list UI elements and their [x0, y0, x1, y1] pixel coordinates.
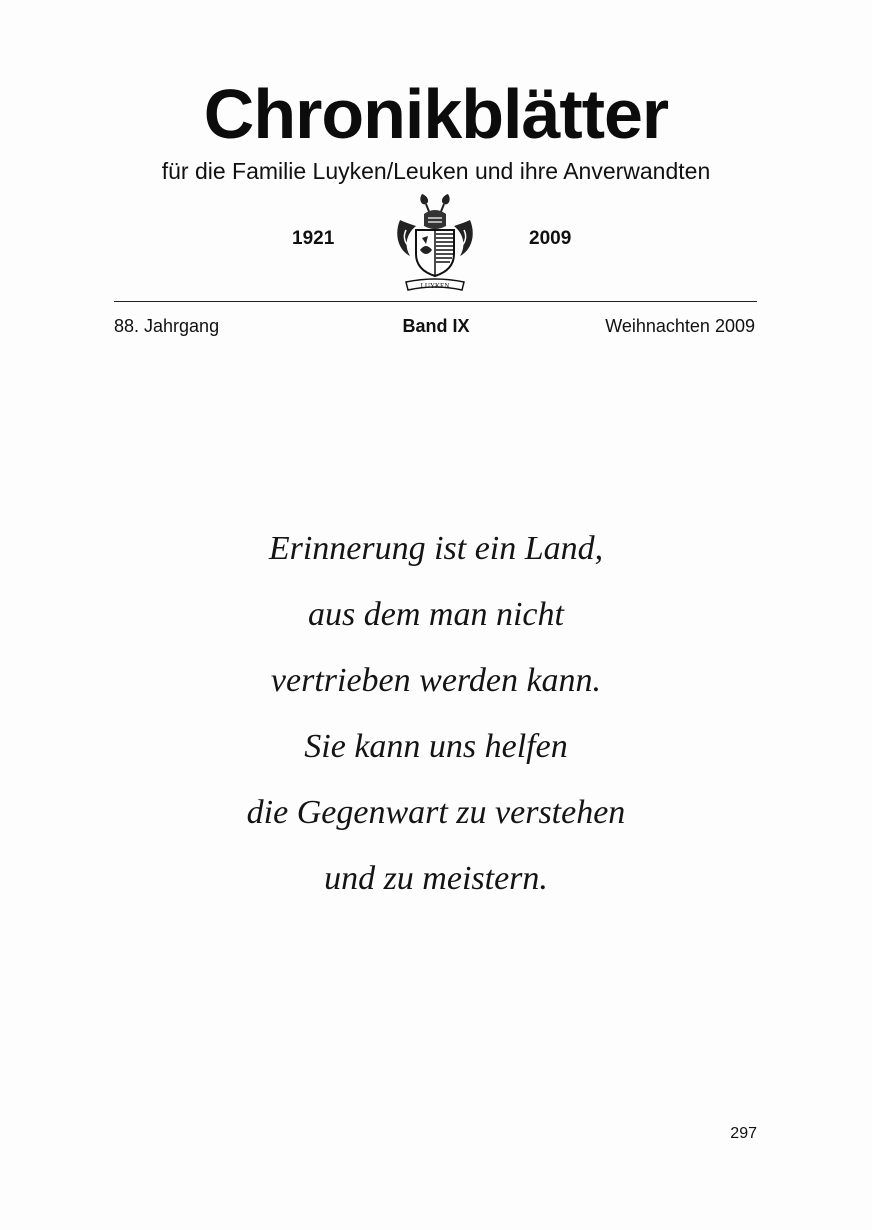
page-number: 297	[730, 1125, 757, 1142]
poem-line: aus dem man nicht	[308, 596, 564, 633]
crest-motto: LUYKEN	[420, 282, 450, 290]
founding-year: 1921	[292, 228, 335, 249]
poem-line: vertrieben werden kann.	[270, 662, 602, 699]
poem	[0, 516, 872, 912]
page-subtitle: für die Familie Luyken/Leuken und ihre Anverwandten	[161, 158, 711, 184]
coat-of-arms-icon	[392, 190, 478, 296]
volume-year: 88. Jahrgang	[114, 316, 220, 336]
edition-label: Weihnachten 2009	[605, 316, 755, 336]
header-divider	[114, 301, 757, 302]
poem-line: und zu meistern.	[324, 860, 548, 897]
band-label: Band IX	[402, 316, 470, 336]
poem-line: Sie kann uns helfen	[304, 728, 568, 765]
poem-line: die Gegenwart zu verstehen	[246, 794, 626, 831]
current-year: 2009	[529, 228, 572, 249]
page-title: Chronikblätter	[203, 75, 669, 153]
poem-line: Erinnerung ist ein Land,	[268, 530, 604, 567]
